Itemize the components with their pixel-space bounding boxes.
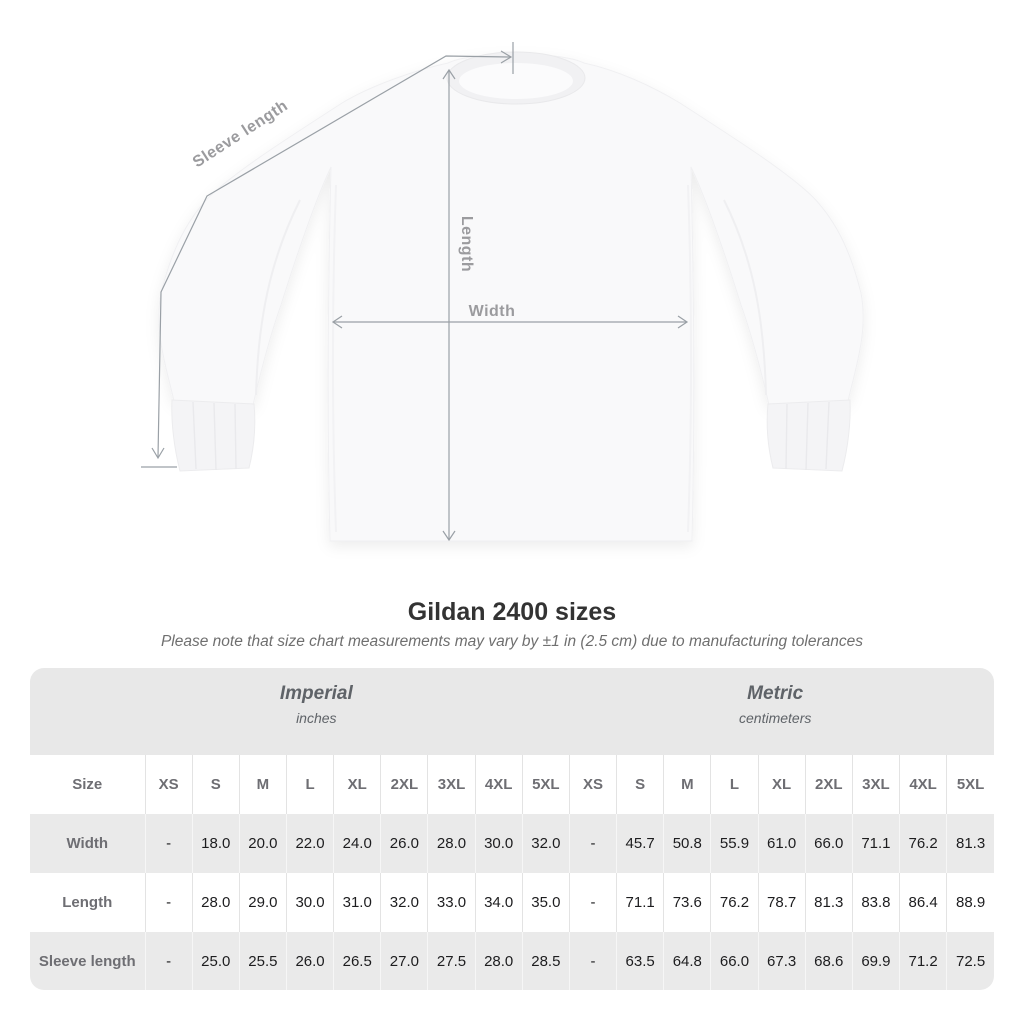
measurement-label: Width <box>66 835 109 852</box>
size-header-cell: XS <box>569 755 616 814</box>
collar-inner <box>459 63 573 99</box>
imperial-value-cell: 25.0 <box>192 932 239 990</box>
imperial-value-cell: 27.0 <box>381 932 428 990</box>
size-table-body <box>30 755 994 990</box>
metric-value-cell: 69.9 <box>852 932 899 990</box>
metric-value-cell: 66.0 <box>805 814 852 873</box>
metric-value-cell: 45.7 <box>617 814 664 873</box>
size-header-cell: 5XL <box>522 755 569 814</box>
size-header-cell: S <box>617 755 664 814</box>
imperial-value-cell: 18.0 <box>192 814 239 873</box>
imperial-value-cell: - <box>145 873 192 932</box>
imperial-value-cell: 32.0 <box>381 873 428 932</box>
measurement-label: Length <box>62 894 113 911</box>
imperial-value-cell: 32.0 <box>522 814 569 873</box>
unit-group-metric <box>739 683 811 726</box>
size-column-header: Size <box>72 776 103 793</box>
metric-value-cell: 86.4 <box>900 873 947 932</box>
page-title: Gildan 2400 sizes <box>407 598 617 626</box>
metric-label: Metric <box>747 683 804 704</box>
imperial-unit: inches <box>296 710 337 726</box>
size-header-cell: XL <box>334 755 381 814</box>
size-header-cell: 4XL <box>900 755 947 814</box>
size-header-cell: 3XL <box>852 755 899 814</box>
metric-value-cell: - <box>569 814 616 873</box>
imperial-value-cell: 28.0 <box>475 932 522 990</box>
metric-value-cell: 64.8 <box>664 932 711 990</box>
size-header-cell: L <box>711 755 758 814</box>
size-header-cell: M <box>239 755 286 814</box>
size-header-cell: 4XL <box>475 755 522 814</box>
size-header-cell: 5XL <box>947 755 994 814</box>
left-cuff <box>172 400 255 471</box>
imperial-value-cell: 25.5 <box>239 932 286 990</box>
imperial-value-cell: 31.0 <box>334 873 381 932</box>
metric-value-cell: 73.6 <box>664 873 711 932</box>
size-header-row <box>30 755 994 814</box>
size-header-cell: M <box>664 755 711 814</box>
tolerance-note: Please note that size chart measurements may vary by ±1 in (2.5 cm) due to manufacturing tolerances <box>160 633 864 650</box>
metric-value-cell: 76.2 <box>711 873 758 932</box>
size-chart-card <box>30 668 994 990</box>
metric-value-cell: 88.9 <box>947 873 994 932</box>
imperial-value-cell: 26.0 <box>381 814 428 873</box>
size-header-cell: S <box>192 755 239 814</box>
imperial-value-cell: 26.5 <box>334 932 381 990</box>
imperial-value-cell: 28.0 <box>428 814 475 873</box>
size-header-cell: XS <box>145 755 192 814</box>
size-header-cell: 3XL <box>428 755 475 814</box>
measurement-row <box>30 932 994 990</box>
unit-header-band <box>30 668 994 755</box>
metric-value-cell: 63.5 <box>617 932 664 990</box>
width-label: Width <box>468 303 516 320</box>
imperial-value-cell: 35.0 <box>522 873 569 932</box>
metric-value-cell: 71.1 <box>617 873 664 932</box>
metric-value-cell: 76.2 <box>900 814 947 873</box>
imperial-value-cell: - <box>145 814 192 873</box>
measurement-row <box>30 814 994 873</box>
measurement-label: Sleeve length <box>38 953 136 970</box>
sleeve-length-label: Sleeve length <box>189 97 292 172</box>
metric-value-cell: 71.2 <box>900 932 947 990</box>
size-header-cell: XL <box>758 755 805 814</box>
unit-group-imperial <box>280 683 353 726</box>
metric-value-cell: 66.0 <box>711 932 758 990</box>
size-header-cell: L <box>286 755 333 814</box>
imperial-value-cell: 28.5 <box>522 932 569 990</box>
metric-value-cell: - <box>569 932 616 990</box>
imperial-value-cell: 33.0 <box>428 873 475 932</box>
metric-value-cell: 81.3 <box>947 814 994 873</box>
imperial-value-cell: 26.0 <box>286 932 333 990</box>
imperial-value-cell: 29.0 <box>239 873 286 932</box>
metric-value-cell: 81.3 <box>805 873 852 932</box>
metric-value-cell: 61.0 <box>758 814 805 873</box>
imperial-value-cell: 28.0 <box>192 873 239 932</box>
size-table <box>30 755 994 990</box>
metric-value-cell: - <box>569 873 616 932</box>
imperial-value-cell: 27.5 <box>428 932 475 990</box>
right-cuff <box>767 400 850 471</box>
metric-unit: centimeters <box>738 710 812 726</box>
metric-value-cell: 72.5 <box>947 932 994 990</box>
metric-value-cell: 71.1 <box>852 814 899 873</box>
imperial-value-cell: 22.0 <box>286 814 333 873</box>
imperial-value-cell: 30.0 <box>286 873 333 932</box>
metric-value-cell: 78.7 <box>758 873 805 932</box>
metric-value-cell: 55.9 <box>711 814 758 873</box>
imperial-value-cell: 20.0 <box>239 814 286 873</box>
length-label: Length <box>458 215 475 273</box>
imperial-value-cell: 34.0 <box>475 873 522 932</box>
metric-value-cell: 83.8 <box>852 873 899 932</box>
size-header-cell: 2XL <box>381 755 428 814</box>
imperial-value-cell: - <box>145 932 192 990</box>
metric-value-cell: 68.6 <box>805 932 852 990</box>
imperial-value-cell: 30.0 <box>475 814 522 873</box>
imperial-value-cell: 24.0 <box>334 814 381 873</box>
imperial-label: Imperial <box>279 683 353 704</box>
metric-value-cell: 50.8 <box>664 814 711 873</box>
metric-value-cell: 67.3 <box>758 932 805 990</box>
size-header-cell: 2XL <box>805 755 852 814</box>
measurement-row <box>30 873 994 932</box>
